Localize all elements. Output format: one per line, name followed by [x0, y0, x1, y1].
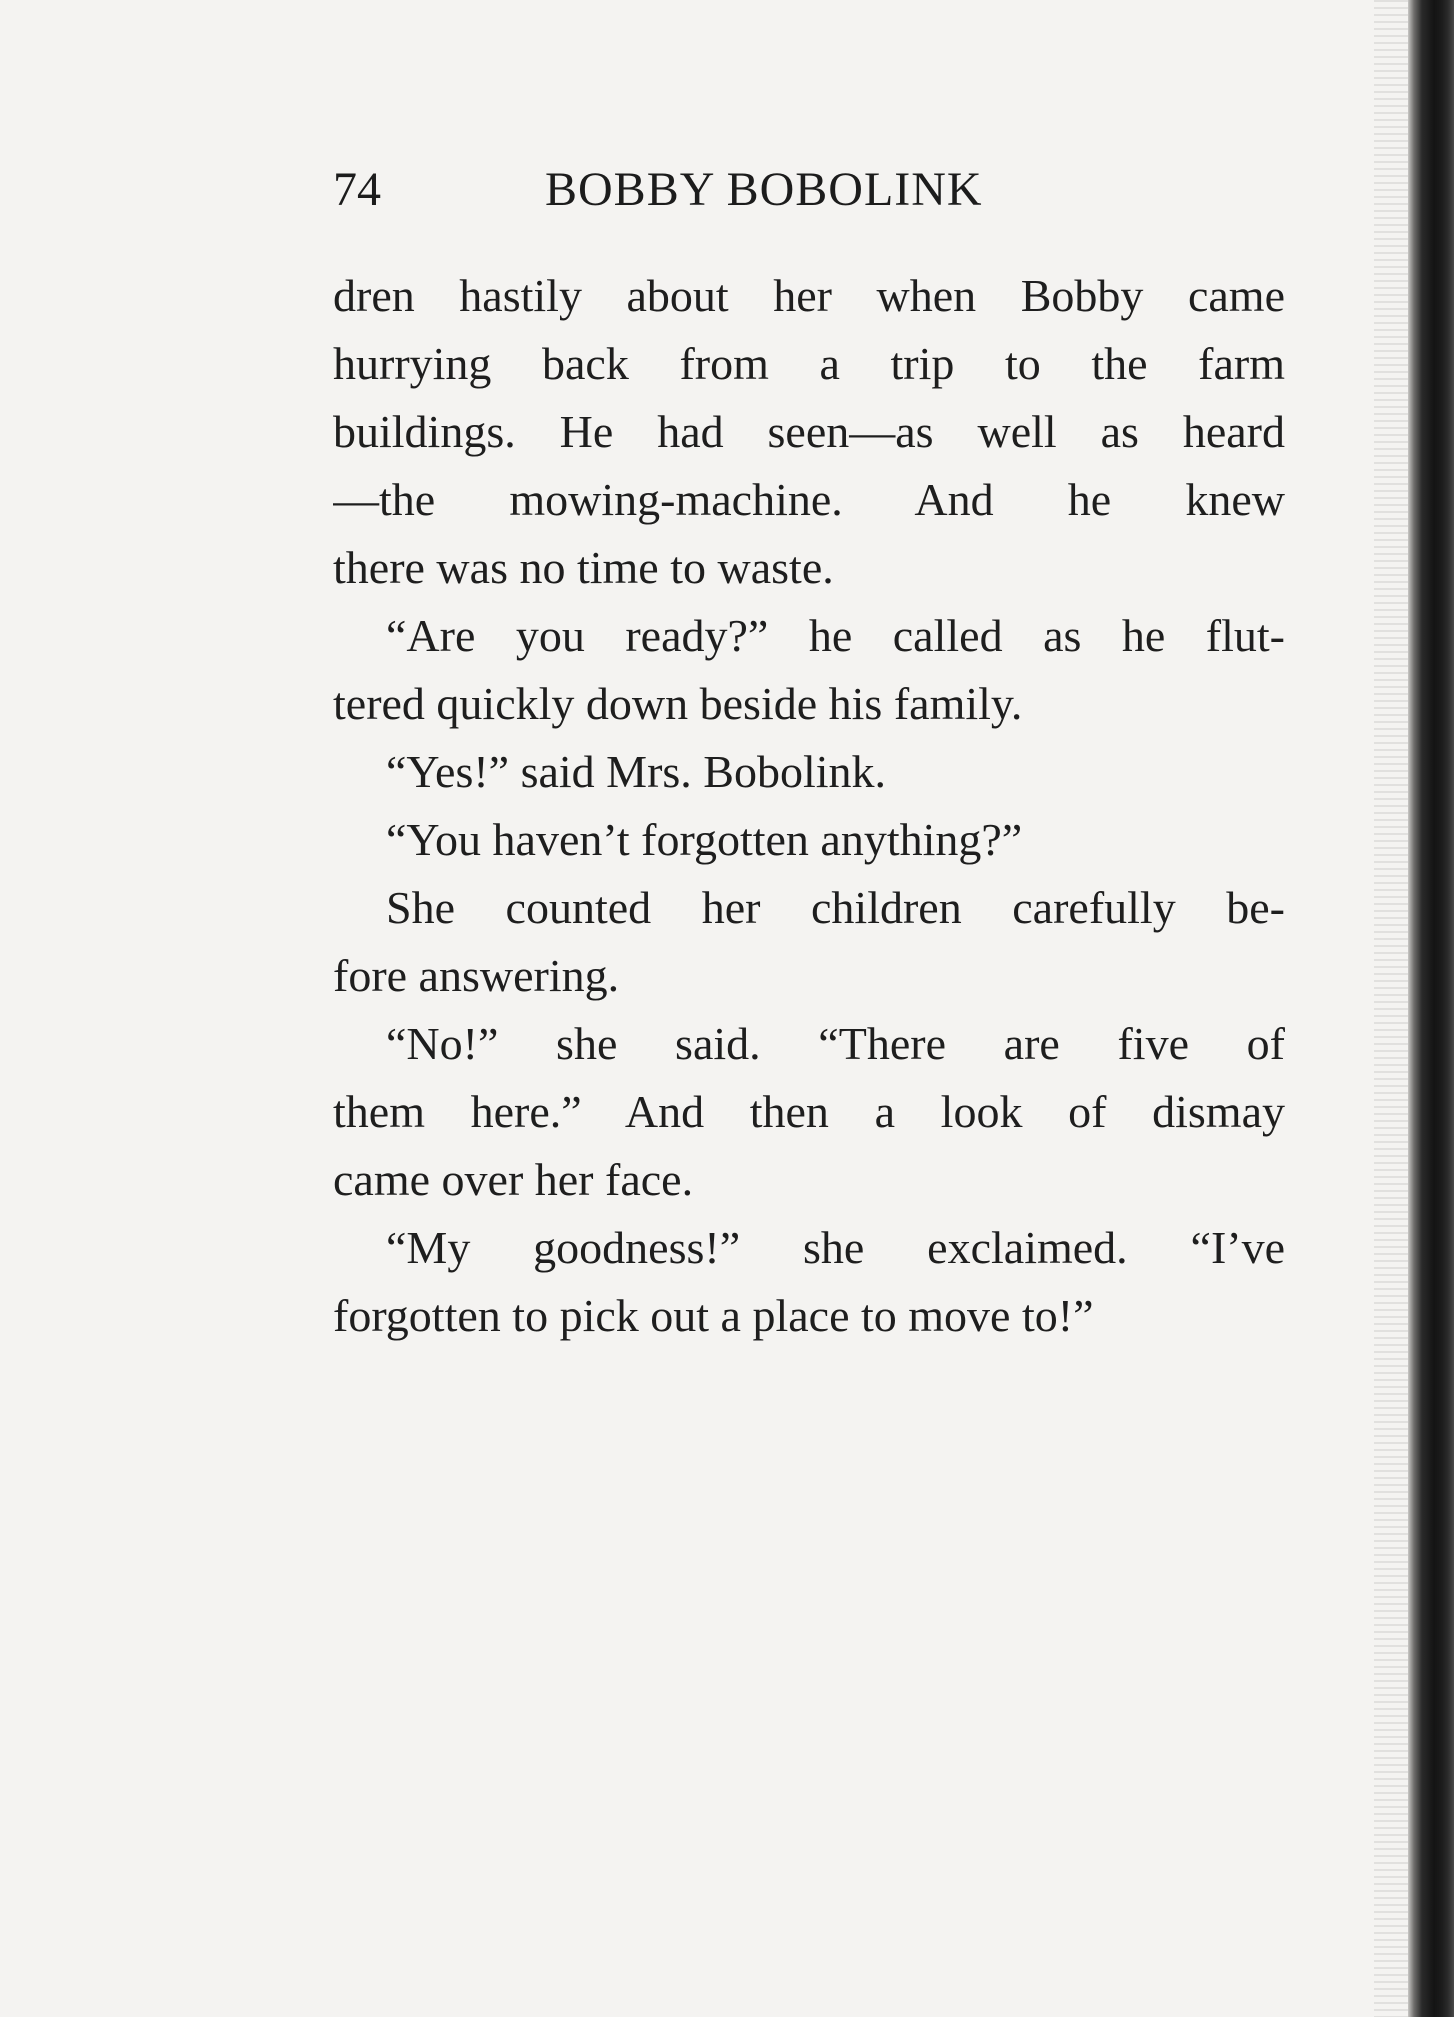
text-line: fore answering.	[333, 950, 620, 1001]
running-head	[333, 162, 1073, 218]
text-line: She counted her children carefully be-	[386, 882, 1285, 933]
text-line: hurrying back from a trip to the farm	[333, 338, 1285, 389]
binding-shadow	[1374, 0, 1408, 2017]
page-number: 74	[333, 163, 381, 216]
body-text	[333, 262, 1285, 1350]
running-title: BOBBY BOBOLINK	[545, 163, 983, 216]
text-line: tered quickly down beside his family.	[333, 678, 1023, 729]
text-line: forgotten to pick out a place to move to!”	[333, 1290, 1094, 1341]
text-line: “Are you ready?” he called as he flut-	[386, 610, 1285, 661]
text-line: there was no time to waste.	[333, 542, 834, 593]
text-line: “Yes!” said Mrs. Bobolink.	[386, 746, 887, 797]
text-line: came over her face.	[333, 1154, 694, 1205]
text-line: “You haven’t forgotten anything?”	[386, 814, 1023, 865]
text-line: them here.” And then a look of dismay	[333, 1086, 1285, 1137]
text-line: “No!” she said. “There are five of	[386, 1018, 1285, 1069]
text-line: dren hastily about her when Bobby came	[333, 270, 1285, 321]
text-line: “My goodness!” she exclaimed. “I’ve	[386, 1222, 1285, 1273]
text-line: —the mowing-machine. And he knew	[333, 474, 1285, 525]
binding-edge	[1408, 0, 1454, 2017]
text-line: buildings. He had seen—as well as heard	[333, 406, 1285, 457]
